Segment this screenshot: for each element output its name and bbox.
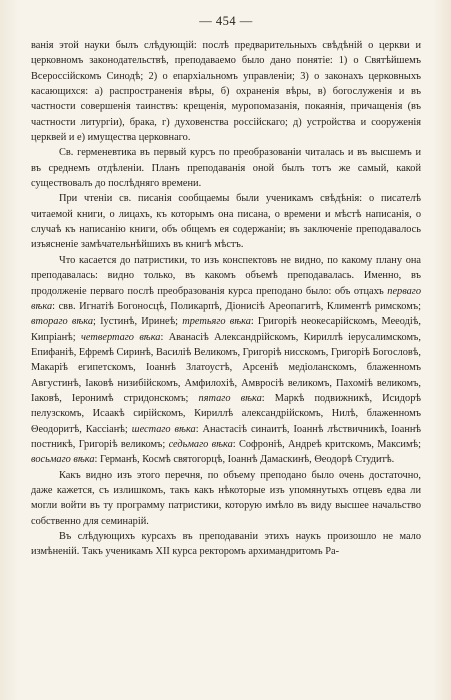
- text-run: При чтеніи св. писанія сообщаемы были ученикамъ свѣдѣнія: о писателѣ читаемой книги, о лицахъ, къ которымъ она писана, о времени и мѣстѣ написанія, о случаѣ къ написанію книги, объ общемъ ея содержаніи; въ заключеніе преподавалось изъясненіе замѣчательнѣйшихъ въ книгѣ мѣстъ.: [31, 193, 421, 251]
- text-run: : Германѣ, Космѣ святогорцѣ, Іоаннѣ Дамаскинѣ, Θеодорѣ Студитѣ.: [94, 454, 395, 466]
- century-heading-italic: втораго вѣка: [31, 316, 94, 328]
- text-run: ванія этой науки былъ слѣдующій: послѣ предварительныхъ свѣдѣній о церкви и церковномъ законодательствѣ, преподаваемо было дано понятіе: 1) о Святѣйшемъ Всероссійскомъ Синодѣ; 2) о епархіальномъ управленіи; 3) о законахъ церковныхъ касающихся: а) распространенія вѣры, б) охраненія вѣры, в) богослуженія и въ частности совершенія таинствъ: крещенія, муропомазанія, покаянія, причащенія (въ частности литургіи), брака, г) духовенства россійскаго; д) устройства и сооруженія церквей и е) имущества церковнаго.: [31, 40, 421, 144]
- century-heading-italic: пятаго вѣка: [198, 392, 262, 404]
- text-run: : Софроніѣ, Андреѣ критскомъ, Максимѣ;: [232, 438, 422, 450]
- century-heading-italic: перваго вѣка: [31, 285, 421, 312]
- text-run: Въ слѣдующихъ курсахъ въ преподаваніи этихъ наукъ произошло не мало измѣненій. Такъ ученикамъ XII курса ректоромъ архимандритомъ Ра-: [31, 531, 421, 558]
- text-run: : свв. Игнатіѣ Богоносцѣ, Поликарпѣ, Діонисіѣ Ареопагитѣ, Климентѣ римскомъ;: [52, 300, 421, 312]
- text-run: Какъ видно изъ этого перечня, по объему преподано было очень достаточно, даже кажется, съ излишкомъ, такъ какъ нѣкоторые изъ упомянутыхъ отцевъ едва ли могли войти въ ту программу патристики, которую имѣло въ виду высшее начальство собственно для семинарій.: [31, 469, 421, 527]
- text-run: : Анастасіѣ синаитѣ, Іоаннѣ лѣствичникѣ, Іоаннѣ постникѣ, Григоріѣ великомъ;: [31, 423, 422, 450]
- text-run: : Аванасіѣ Александрійскомъ, Кириллѣ іерусалимскомъ, Епифаніѣ, Ефремѣ Сиринѣ, Василіѣ Великомъ, Григоріѣ нисскомъ, Григоріѣ Богословѣ, Макаріѣ египетскомъ, Іоаннѣ Златоустѣ, Арсеніѣ медіоланскомъ, блаженномъ Августинѣ, Іаковѣ низибійскомъ, Амфилохіѣ, Амвросіѣ великомъ, Пахоміѣ великомъ, Іаковѣ, Іеронимѣ стридонскомъ;: [31, 331, 421, 404]
- paragraph-4: [31, 253, 421, 468]
- text-run: Что касается до патристики, то изъ конспектовъ не видно, по какому плану она преподавалась: видно только, въ какомъ объемѣ преподавалась. Именно, въ продолженіе перваго послѣ преобразованія курса преподано было: объ отцахъ: [31, 254, 421, 297]
- paragraph-1: [31, 38, 421, 145]
- text-run: : Маркѣ подвижникѣ, Исидорѣ пелузскомъ, Исаакѣ сирійскомъ, Кириллѣ александрійскомъ, Нилѣ, блаженномъ Θеодоритѣ, Кассіанѣ;: [31, 392, 421, 435]
- text-run: : Григоріѣ неокесарійскомъ, Мееодіѣ, Кипріанѣ;: [31, 316, 421, 343]
- paragraph-6: [31, 529, 421, 560]
- paragraph-3: [31, 191, 421, 252]
- body-text: [31, 38, 421, 560]
- century-heading-italic: шестаго вѣка: [131, 423, 196, 435]
- text-run: Св. герменевтика въ первый курсъ по преобразованіи читалась и въ высшемъ и въ среднемъ отдѣленіи. Планъ преподаванія оной былъ тотъ же самый, какой существовалъ до послѣдняго времени.: [31, 147, 421, 190]
- century-heading-italic: восьмаго вѣка: [31, 454, 95, 466]
- paragraph-2: [31, 145, 421, 191]
- century-heading-italic: седьмаго вѣка: [168, 438, 233, 450]
- paragraph-5: [31, 468, 421, 529]
- century-heading-italic: четвертаго вѣка: [81, 331, 161, 343]
- century-heading-italic: третьяго вѣка: [182, 316, 251, 328]
- text-run: ; Іустинѣ, Иринеѣ;: [93, 316, 183, 328]
- page-number: — 454 —: [199, 14, 253, 28]
